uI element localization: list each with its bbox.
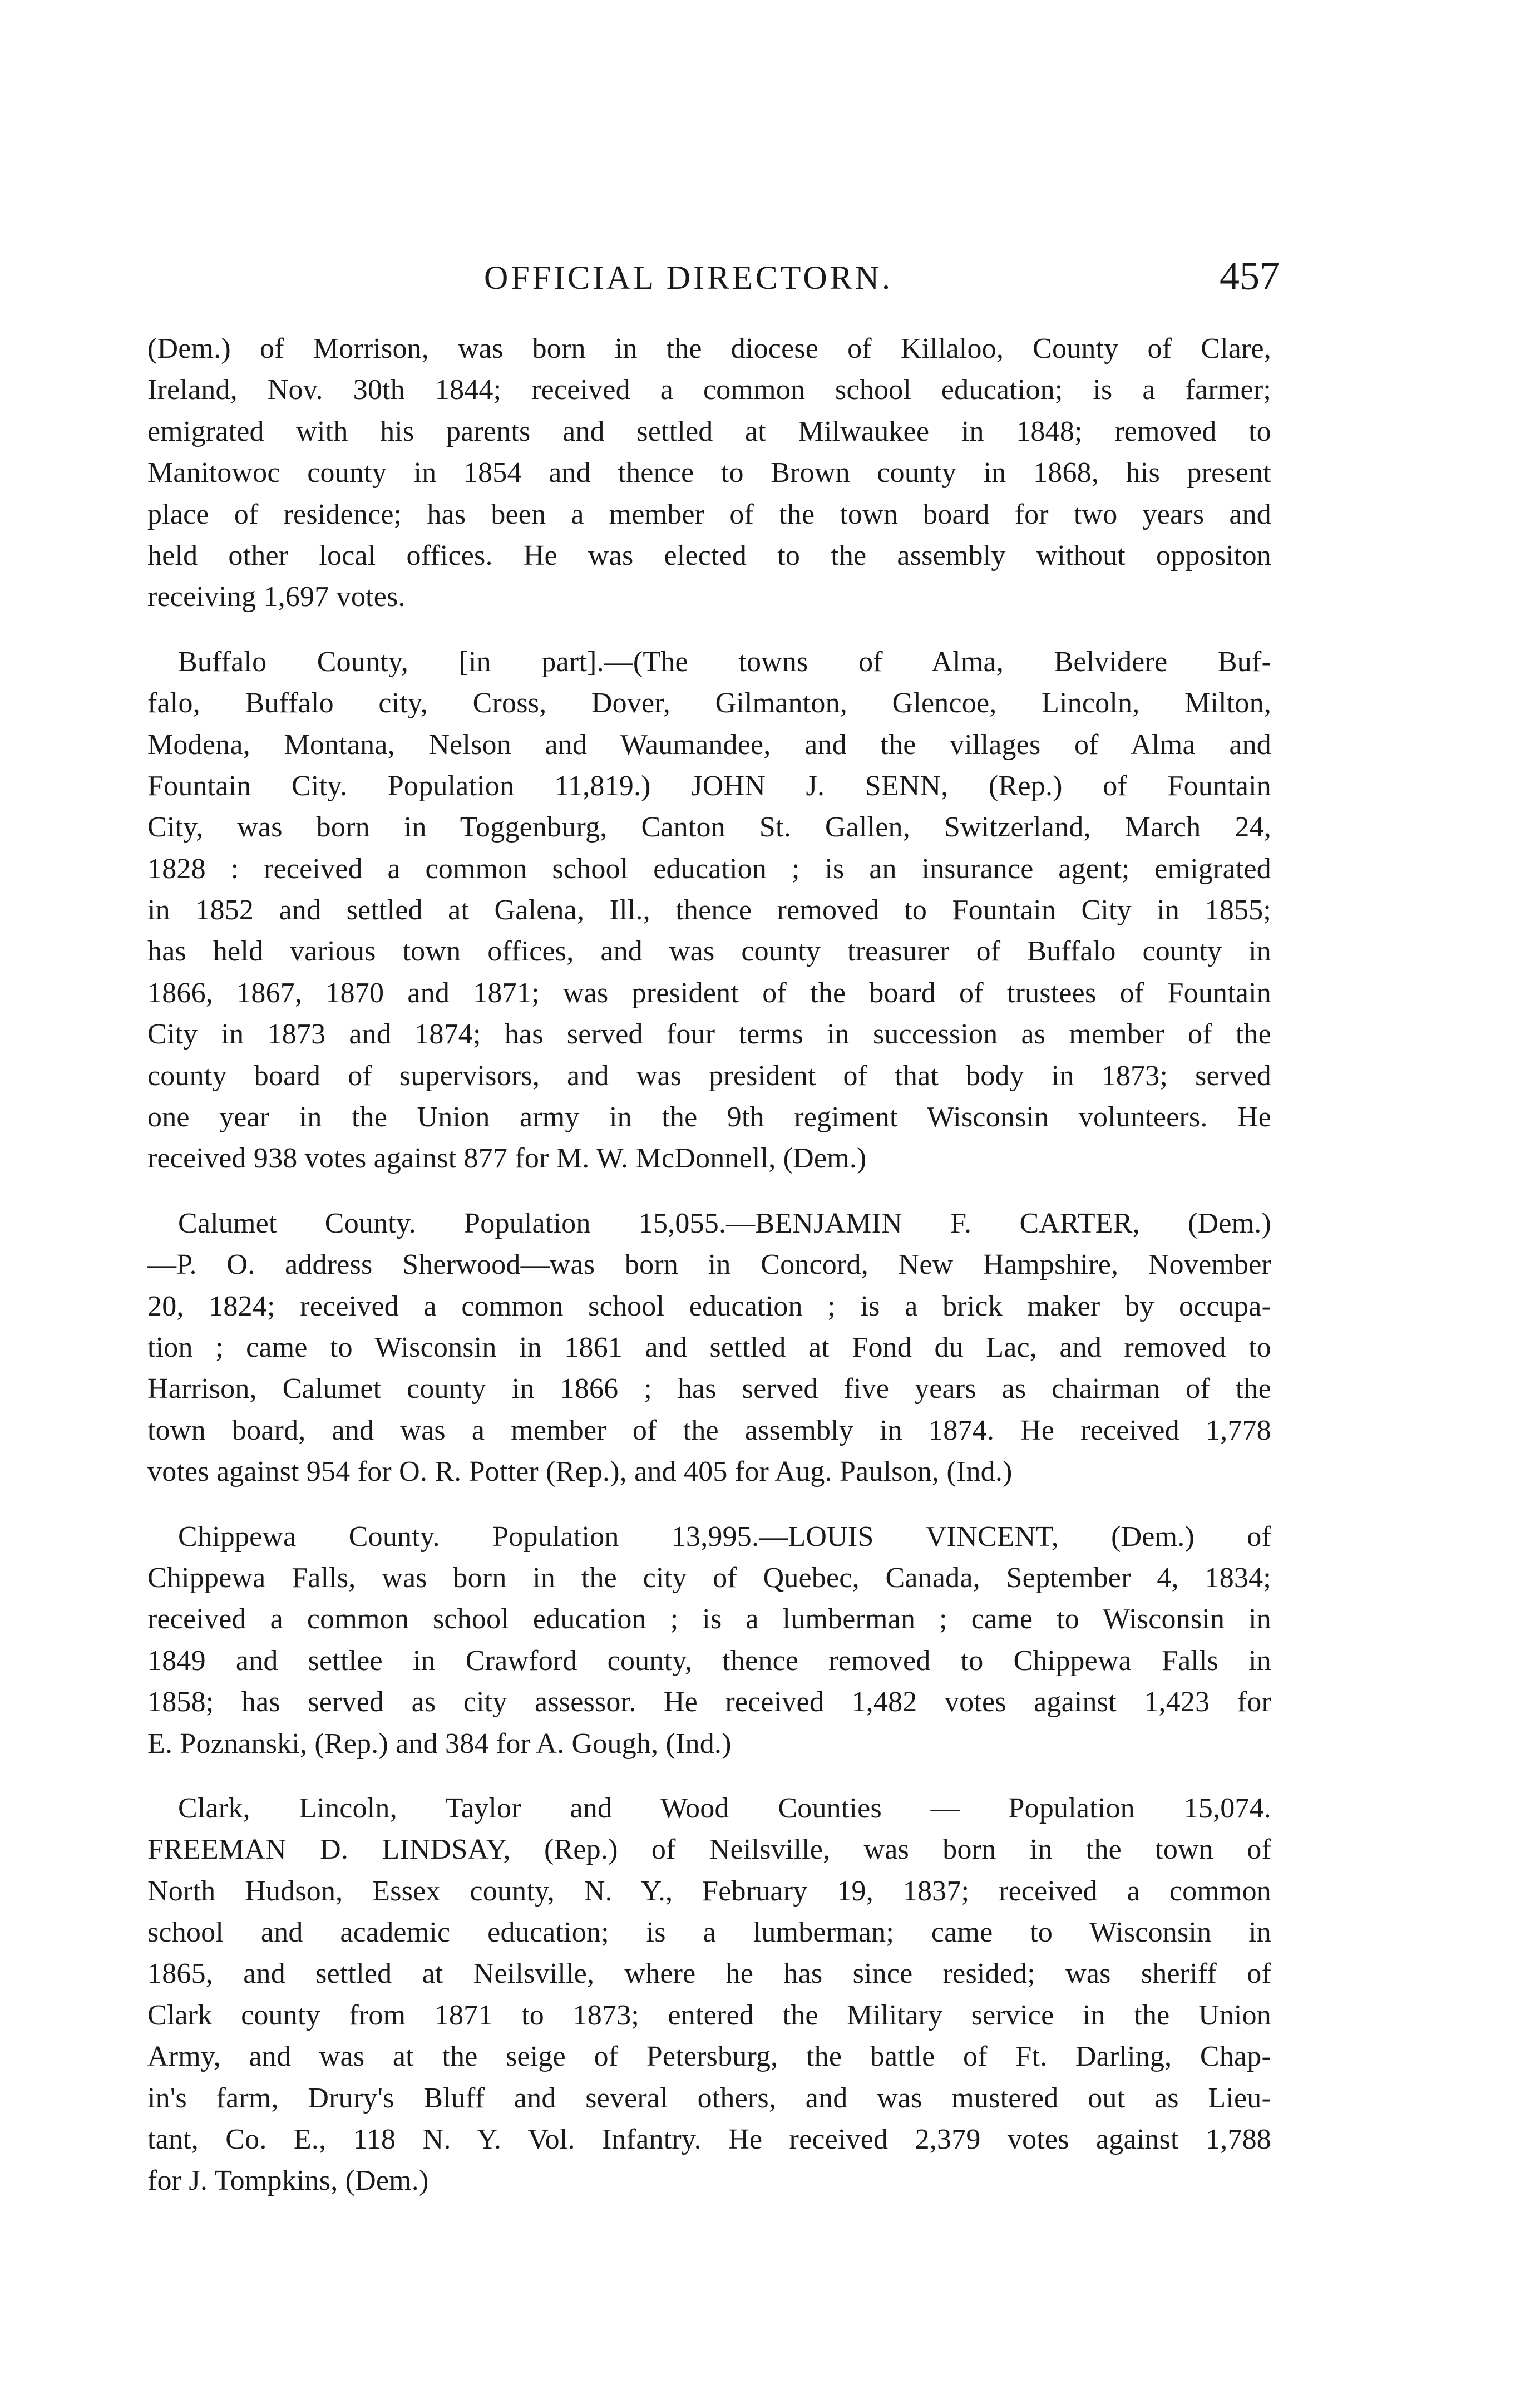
text-line: Chippewa County. Population 13,995.—LOUIS VINCENT, (Dem.) of bbox=[178, 1520, 1271, 1553]
text-line: 20, 1824; received a common school education ; is a brick maker by occupa- bbox=[147, 1290, 1271, 1322]
text-line: E. Poznanski, (Rep.) and 384 for A. Gough, (Ind.) bbox=[147, 1727, 732, 1760]
text-line: place of residence; has been a member of the town board for two years and bbox=[147, 498, 1271, 530]
text-line: votes against 954 for O. R. Potter (Rep.), and 405 for Aug. Paulson, (Ind.) bbox=[147, 1456, 1013, 1488]
text-line: received 938 votes against 877 for M. W. McDonnell, (Dem.) bbox=[147, 1142, 867, 1175]
paragraph-morrison-continued bbox=[147, 328, 1271, 618]
page-number: 457 bbox=[1220, 254, 1280, 298]
text-line: 1849 and settlee in Crawford county, thence removed to Chippewa Falls in bbox=[147, 1644, 1271, 1677]
text-line: Chippewa Falls, was born in the city of Quebec, Canada, September 4, 1834; bbox=[147, 1561, 1271, 1594]
text-line: (Dem.) of Morrison, was born in the diocese of Killaloo, County of Clare, bbox=[147, 333, 1271, 364]
paragraph-calumet-county bbox=[147, 1203, 1271, 1493]
text-line: Buffalo County, [in part].—(The towns of Alma, Belvidere Buf- bbox=[178, 646, 1271, 678]
text-line: received a common school education ; is a lumberman ; came to Wisconsin in bbox=[147, 1603, 1271, 1635]
text-line: Harrison, Calumet county in 1866 ; has served five years as chairman of the bbox=[147, 1373, 1271, 1405]
text-body bbox=[147, 328, 1271, 2202]
text-line: —P. O. address Sherwood—was born in Concord, New Hampshire, November bbox=[147, 1249, 1271, 1281]
text-line: in 1852 and settled at Galena, Ill., thence removed to Fountain City in 1855; bbox=[147, 894, 1271, 927]
text-line: Ireland, Nov. 30th 1844; received a common school education; is a farmer; bbox=[147, 374, 1271, 406]
text-line: has held various town offices, and was county treasurer of Buffalo county in bbox=[147, 935, 1271, 968]
paragraph-gap bbox=[147, 1765, 1271, 1788]
text-line: falo, Buffalo city, Cross, Dover, Gilmanton, Glencoe, Lincoln, Milton, bbox=[147, 687, 1271, 720]
text-line: Clark, Lincoln, Taylor and Wood Counties — Population 15,074. bbox=[178, 1792, 1271, 1824]
text-line: Fountain City. Population 11,819.) JOHN J. SENN, (Rep.) of Fountain bbox=[147, 770, 1271, 802]
text-line: county board of supervisors, and was president of that body in 1873; served bbox=[147, 1060, 1271, 1092]
text-line: 1858; has served as city assessor. He received 1,482 votes against 1,423 for bbox=[147, 1686, 1271, 1718]
page-header bbox=[150, 253, 1280, 303]
text-line: Manitowoc county in 1854 and thence to Brown county in 1868, his present bbox=[147, 457, 1271, 489]
paragraph-buffalo-county bbox=[147, 642, 1271, 1180]
text-line: 1828 : received a common school education ; is an insurance agent; emigrated bbox=[147, 853, 1271, 885]
paragraph-gap bbox=[147, 1493, 1271, 1516]
paragraph-gap bbox=[147, 618, 1271, 642]
text-line: receiving 1,697 votes. bbox=[147, 581, 406, 613]
text-line: town board, and was a member of the assembly in 1874. He received 1,778 bbox=[147, 1414, 1271, 1446]
paragraph-chippewa-county bbox=[147, 1516, 1271, 1765]
text-line: Clark county from 1871 to 1873; entered the Military service in the Union bbox=[147, 1999, 1271, 2031]
text-line: 1866, 1867, 1870 and 1871; was president of the board of trustees of Fountain bbox=[147, 977, 1271, 1009]
text-line: tion ; came to Wisconsin in 1861 and settled at Fond du Lac, and removed to bbox=[147, 1331, 1271, 1363]
text-line: school and academic education; is a lumberman; came to Wisconsin in bbox=[147, 1917, 1271, 1949]
text-line: one year in the Union army in the 9th regiment Wisconsin volunteers. He bbox=[147, 1101, 1271, 1134]
paragraph-gap bbox=[147, 1180, 1271, 1203]
text-line: FREEMAN D. LINDSAY, (Rep.) of Neilsville, was born in the town of bbox=[147, 1834, 1271, 1866]
text-line: Army, and was at the seige of Petersburg, the battle of Ft. Darling, Chap- bbox=[147, 2041, 1271, 2073]
text-line: for J. Tompkins, (Dem.) bbox=[147, 2165, 429, 2197]
text-line: North Hudson, Essex county, N. Y., February 19, 1837; received a common bbox=[147, 1875, 1271, 1907]
text-line: City, was born in Toggenburg, Canton St. Gallen, Switzerland, March 24, bbox=[147, 811, 1271, 844]
text-line: 1865, and settled at Neilsville, where he has since resided; was sheriff of bbox=[147, 1958, 1271, 1990]
text-line: Modena, Montana, Nelson and Waumandee, and the villages of Alma and bbox=[147, 728, 1271, 761]
text-line: held other local offices. He was elected to the assembly without oppositon bbox=[147, 539, 1271, 572]
text-line: tant, Co. E., 118 N. Y. Vol. Infantry. He received 2,379 votes against 1,788 bbox=[147, 2124, 1271, 2156]
text-line: emigrated with his parents and settled at Milwaukee in 1848; removed to bbox=[147, 415, 1271, 447]
running-head: OFFICIAL DIRECTORN. bbox=[484, 259, 894, 296]
text-line: Calumet County. Population 15,055.—BENJAMIN F. CARTER, (Dem.) bbox=[178, 1207, 1271, 1239]
text-line: City in 1873 and 1874; has served four terms in succession as member of the bbox=[147, 1018, 1271, 1051]
paragraph-clark-lincoln-taylor-wood bbox=[147, 1788, 1271, 2202]
text-line: in's farm, Drury's Bluff and several others, and was mustered out as Lieu- bbox=[147, 2082, 1271, 2114]
